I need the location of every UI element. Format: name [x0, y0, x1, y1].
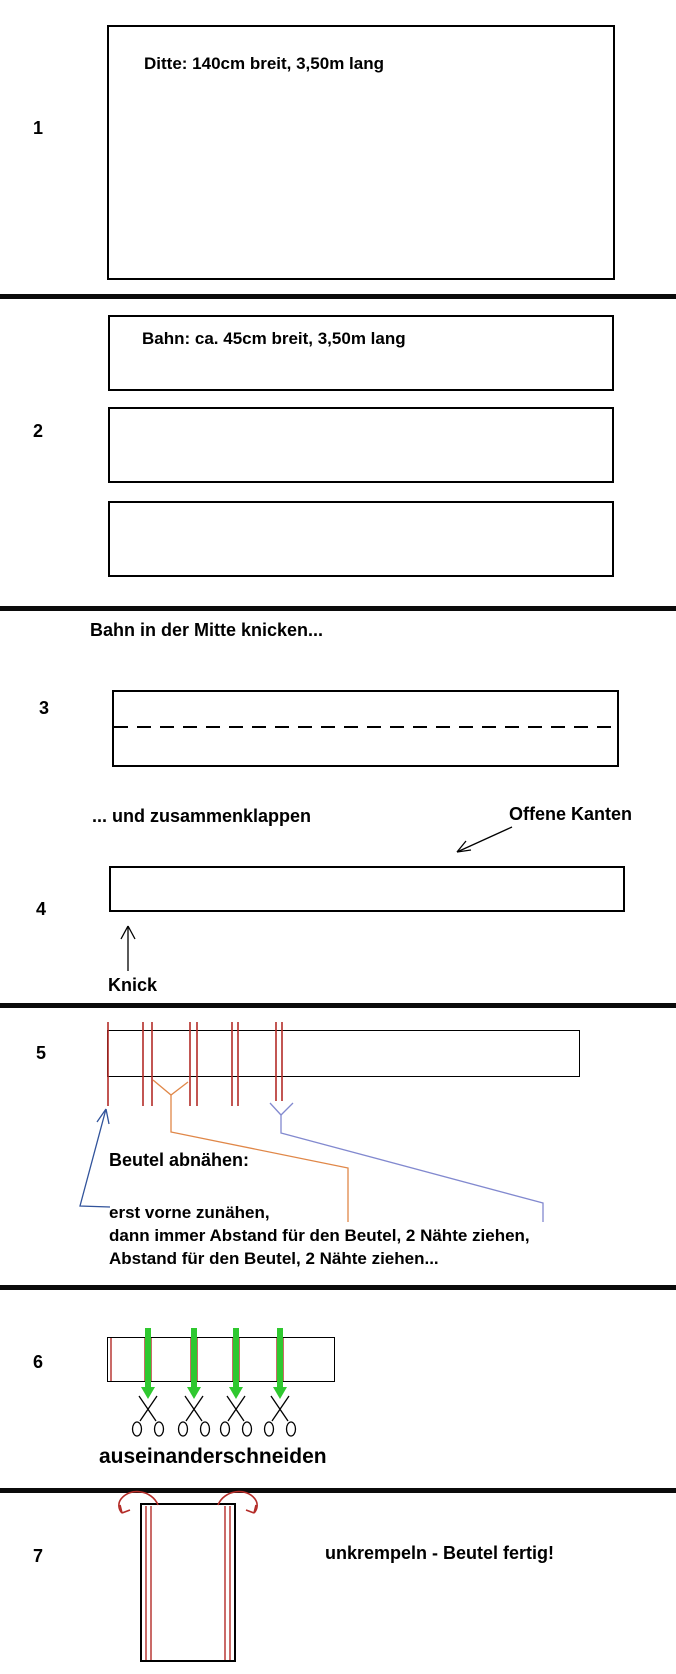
fold-label: Knick	[108, 975, 158, 995]
step-4-caption: ... und zusammenklappen	[92, 806, 312, 826]
fold-dashed-line	[114, 726, 617, 728]
step-6-number: 6	[33, 1352, 44, 1372]
open-edges-arrow	[457, 827, 512, 852]
seam-strip-rectangle	[107, 1030, 580, 1077]
step-6-caption: auseinanderschneiden	[99, 1445, 327, 1468]
step-1-number: 1	[33, 118, 44, 138]
fold-arrow	[121, 926, 135, 971]
front-seam-arrow	[80, 1109, 110, 1207]
strip-with-fold-line	[112, 690, 619, 767]
section-divider	[0, 294, 676, 299]
step-3-caption: Bahn in der Mitte knicken...	[90, 620, 324, 640]
sewing-instruction-line: dann immer Abstand für den Beutel, 2 Nähte ziehen,	[109, 1226, 530, 1245]
step-7-caption: unkrempeln - Beutel fertig!	[325, 1543, 555, 1563]
step-2-number: 2	[33, 421, 44, 441]
sewing-heading: Beutel abnähen:	[109, 1150, 250, 1170]
strip-rectangle	[108, 407, 614, 483]
scissors-icon	[133, 1396, 296, 1436]
finished-bag-rectangle	[140, 1503, 236, 1662]
strip-size-label: Bahn: ca. 45cm breit, 3,50m lang	[142, 329, 406, 348]
folded-strip-rectangle	[109, 866, 625, 912]
sewing-instruction-line: erst vorne zunähen,	[109, 1203, 270, 1222]
seam-pair-bracket-blue	[270, 1103, 543, 1222]
strip-rectangle	[108, 315, 614, 391]
step-7-number: 7	[33, 1546, 44, 1566]
sewing-instruction-line: Abstand für den Beutel, 2 Nähte ziehen...	[109, 1249, 439, 1268]
section-divider	[0, 606, 676, 611]
section-divider	[0, 1285, 676, 1290]
fabric-size-label: Ditte: 140cm breit, 3,50m lang	[144, 54, 384, 73]
section-divider	[0, 1003, 676, 1008]
step-3-number: 3	[39, 698, 50, 718]
strip-rectangle	[108, 501, 614, 577]
cut-strip-rectangle	[107, 1337, 335, 1382]
step-4-number: 4	[36, 899, 47, 919]
section-divider	[0, 1488, 676, 1493]
step-5-number: 5	[36, 1043, 47, 1063]
open-edges-label: Offene Kanten	[509, 804, 633, 824]
